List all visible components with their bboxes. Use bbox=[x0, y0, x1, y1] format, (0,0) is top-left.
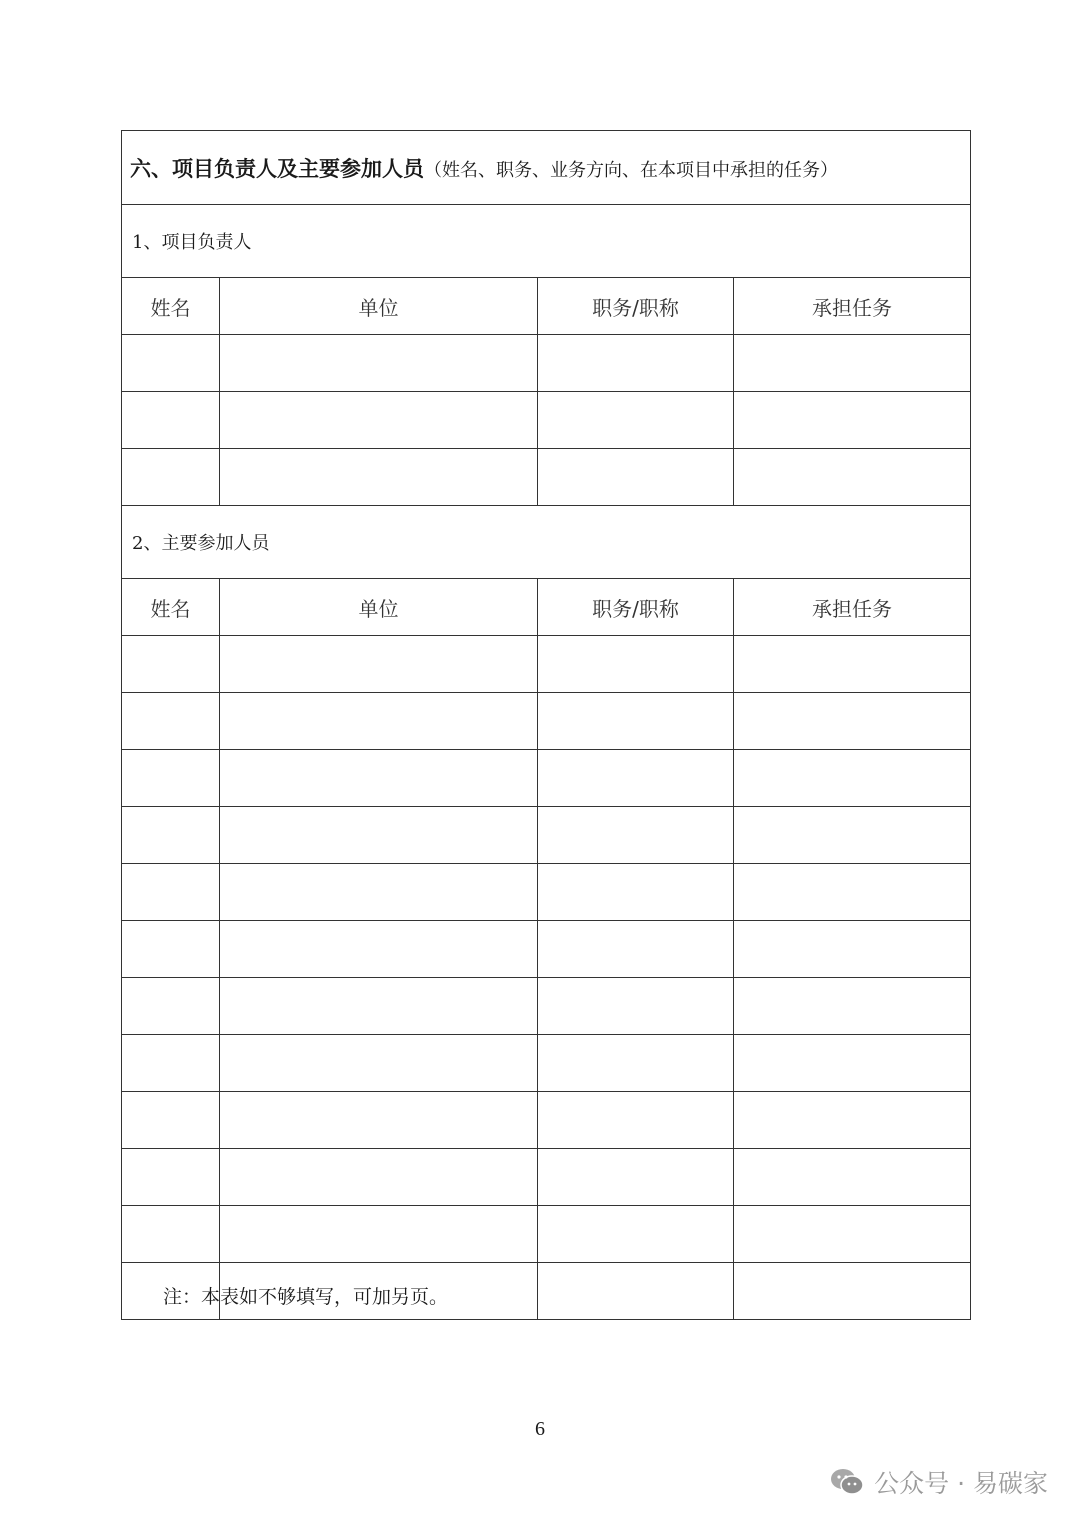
member-row bbox=[122, 1092, 971, 1149]
member-row bbox=[122, 693, 971, 750]
cell-unit[interactable] bbox=[220, 750, 538, 807]
col-title: 职务/职称 bbox=[538, 278, 734, 335]
cell-unit[interactable] bbox=[220, 1092, 538, 1149]
cell-title[interactable] bbox=[538, 921, 734, 978]
cell-title[interactable] bbox=[538, 750, 734, 807]
leader-heading: 1、项目负责人 bbox=[122, 205, 971, 278]
cell-title[interactable] bbox=[538, 978, 734, 1035]
cell-task[interactable] bbox=[734, 807, 971, 864]
leader-row bbox=[122, 335, 971, 392]
members-heading-row bbox=[122, 506, 971, 579]
member-row bbox=[122, 1149, 971, 1206]
cell-task[interactable] bbox=[734, 864, 971, 921]
members-header-row bbox=[122, 579, 971, 636]
cell-task[interactable] bbox=[734, 1092, 971, 1149]
member-row bbox=[122, 978, 971, 1035]
cell-unit[interactable] bbox=[220, 636, 538, 693]
cell-name[interactable] bbox=[122, 1206, 220, 1263]
cell-task[interactable] bbox=[734, 449, 971, 506]
cell-unit[interactable] bbox=[220, 807, 538, 864]
cell-title[interactable] bbox=[538, 449, 734, 506]
section-title-paren: （姓名、职务、业务方向、在本项目中承担的任务） bbox=[424, 159, 838, 181]
col-title: 职务/职称 bbox=[538, 579, 734, 636]
cell-title[interactable] bbox=[538, 1092, 734, 1149]
member-row bbox=[122, 636, 971, 693]
cell-title[interactable] bbox=[538, 864, 734, 921]
cell-title[interactable] bbox=[538, 1149, 734, 1206]
cell-name[interactable] bbox=[122, 1035, 220, 1092]
cell-unit[interactable] bbox=[220, 693, 538, 750]
cell-name[interactable] bbox=[122, 807, 220, 864]
col-name: 姓名 bbox=[122, 278, 220, 335]
cell-title[interactable] bbox=[538, 807, 734, 864]
section-title bbox=[122, 131, 971, 205]
section-title-row bbox=[122, 131, 971, 205]
watermark bbox=[830, 1464, 1048, 1500]
leader-row bbox=[122, 392, 971, 449]
members-heading: 2、主要参加人员 bbox=[122, 506, 971, 579]
cell-title[interactable] bbox=[538, 1263, 734, 1320]
cell-unit[interactable] bbox=[220, 392, 538, 449]
cell-task[interactable] bbox=[734, 750, 971, 807]
cell-unit[interactable] bbox=[220, 1149, 538, 1206]
cell-task[interactable] bbox=[734, 636, 971, 693]
cell-title[interactable] bbox=[538, 1035, 734, 1092]
cell-unit[interactable] bbox=[220, 921, 538, 978]
footnote: 注：本表如不够填写，可加另页。 bbox=[163, 1286, 449, 1308]
member-row bbox=[122, 864, 971, 921]
col-name: 姓名 bbox=[122, 579, 220, 636]
page-number: 6 bbox=[535, 1418, 545, 1440]
leader-heading-row bbox=[122, 205, 971, 278]
member-row bbox=[122, 921, 971, 978]
cell-task[interactable] bbox=[734, 392, 971, 449]
cell-task[interactable] bbox=[734, 978, 971, 1035]
cell-name[interactable] bbox=[122, 392, 220, 449]
member-row bbox=[122, 807, 971, 864]
cell-task[interactable] bbox=[734, 1263, 971, 1320]
wechat-icon bbox=[830, 1467, 864, 1497]
cell-name[interactable] bbox=[122, 335, 220, 392]
cell-unit[interactable] bbox=[220, 449, 538, 506]
cell-name[interactable] bbox=[122, 636, 220, 693]
cell-name[interactable] bbox=[122, 1092, 220, 1149]
cell-name[interactable] bbox=[122, 921, 220, 978]
member-row bbox=[122, 1035, 971, 1092]
cell-unit[interactable] bbox=[220, 864, 538, 921]
cell-unit[interactable] bbox=[220, 1206, 538, 1263]
cell-name[interactable] bbox=[122, 978, 220, 1035]
col-task: 承担任务 bbox=[734, 278, 971, 335]
cell-task[interactable] bbox=[734, 693, 971, 750]
leader-row bbox=[122, 449, 971, 506]
cell-task[interactable] bbox=[734, 1206, 971, 1263]
col-unit: 单位 bbox=[220, 579, 538, 636]
member-row bbox=[122, 750, 971, 807]
cell-name[interactable] bbox=[122, 1149, 220, 1206]
col-task: 承担任务 bbox=[734, 579, 971, 636]
cell-title[interactable] bbox=[538, 693, 734, 750]
cell-name[interactable] bbox=[122, 449, 220, 506]
cell-task[interactable] bbox=[734, 1149, 971, 1206]
cell-name[interactable] bbox=[122, 693, 220, 750]
cell-name[interactable] bbox=[122, 750, 220, 807]
cell-title[interactable] bbox=[538, 1206, 734, 1263]
member-row bbox=[122, 1206, 971, 1263]
col-unit: 单位 bbox=[220, 278, 538, 335]
cell-task[interactable] bbox=[734, 921, 971, 978]
cell-task[interactable] bbox=[734, 1035, 971, 1092]
leader-header-row bbox=[122, 278, 971, 335]
cell-task[interactable] bbox=[734, 335, 971, 392]
cell-name[interactable] bbox=[122, 864, 220, 921]
cell-unit[interactable] bbox=[220, 335, 538, 392]
cell-title[interactable] bbox=[538, 636, 734, 693]
cell-title[interactable] bbox=[538, 335, 734, 392]
cell-title[interactable] bbox=[538, 392, 734, 449]
personnel-table bbox=[121, 130, 971, 1320]
section-title-main: 六、项目负责人及主要参加人员 bbox=[130, 155, 424, 181]
cell-unit[interactable] bbox=[220, 1035, 538, 1092]
cell-unit[interactable] bbox=[220, 978, 538, 1035]
watermark-text: 公众号 · 易碳家 bbox=[874, 1469, 1048, 1498]
